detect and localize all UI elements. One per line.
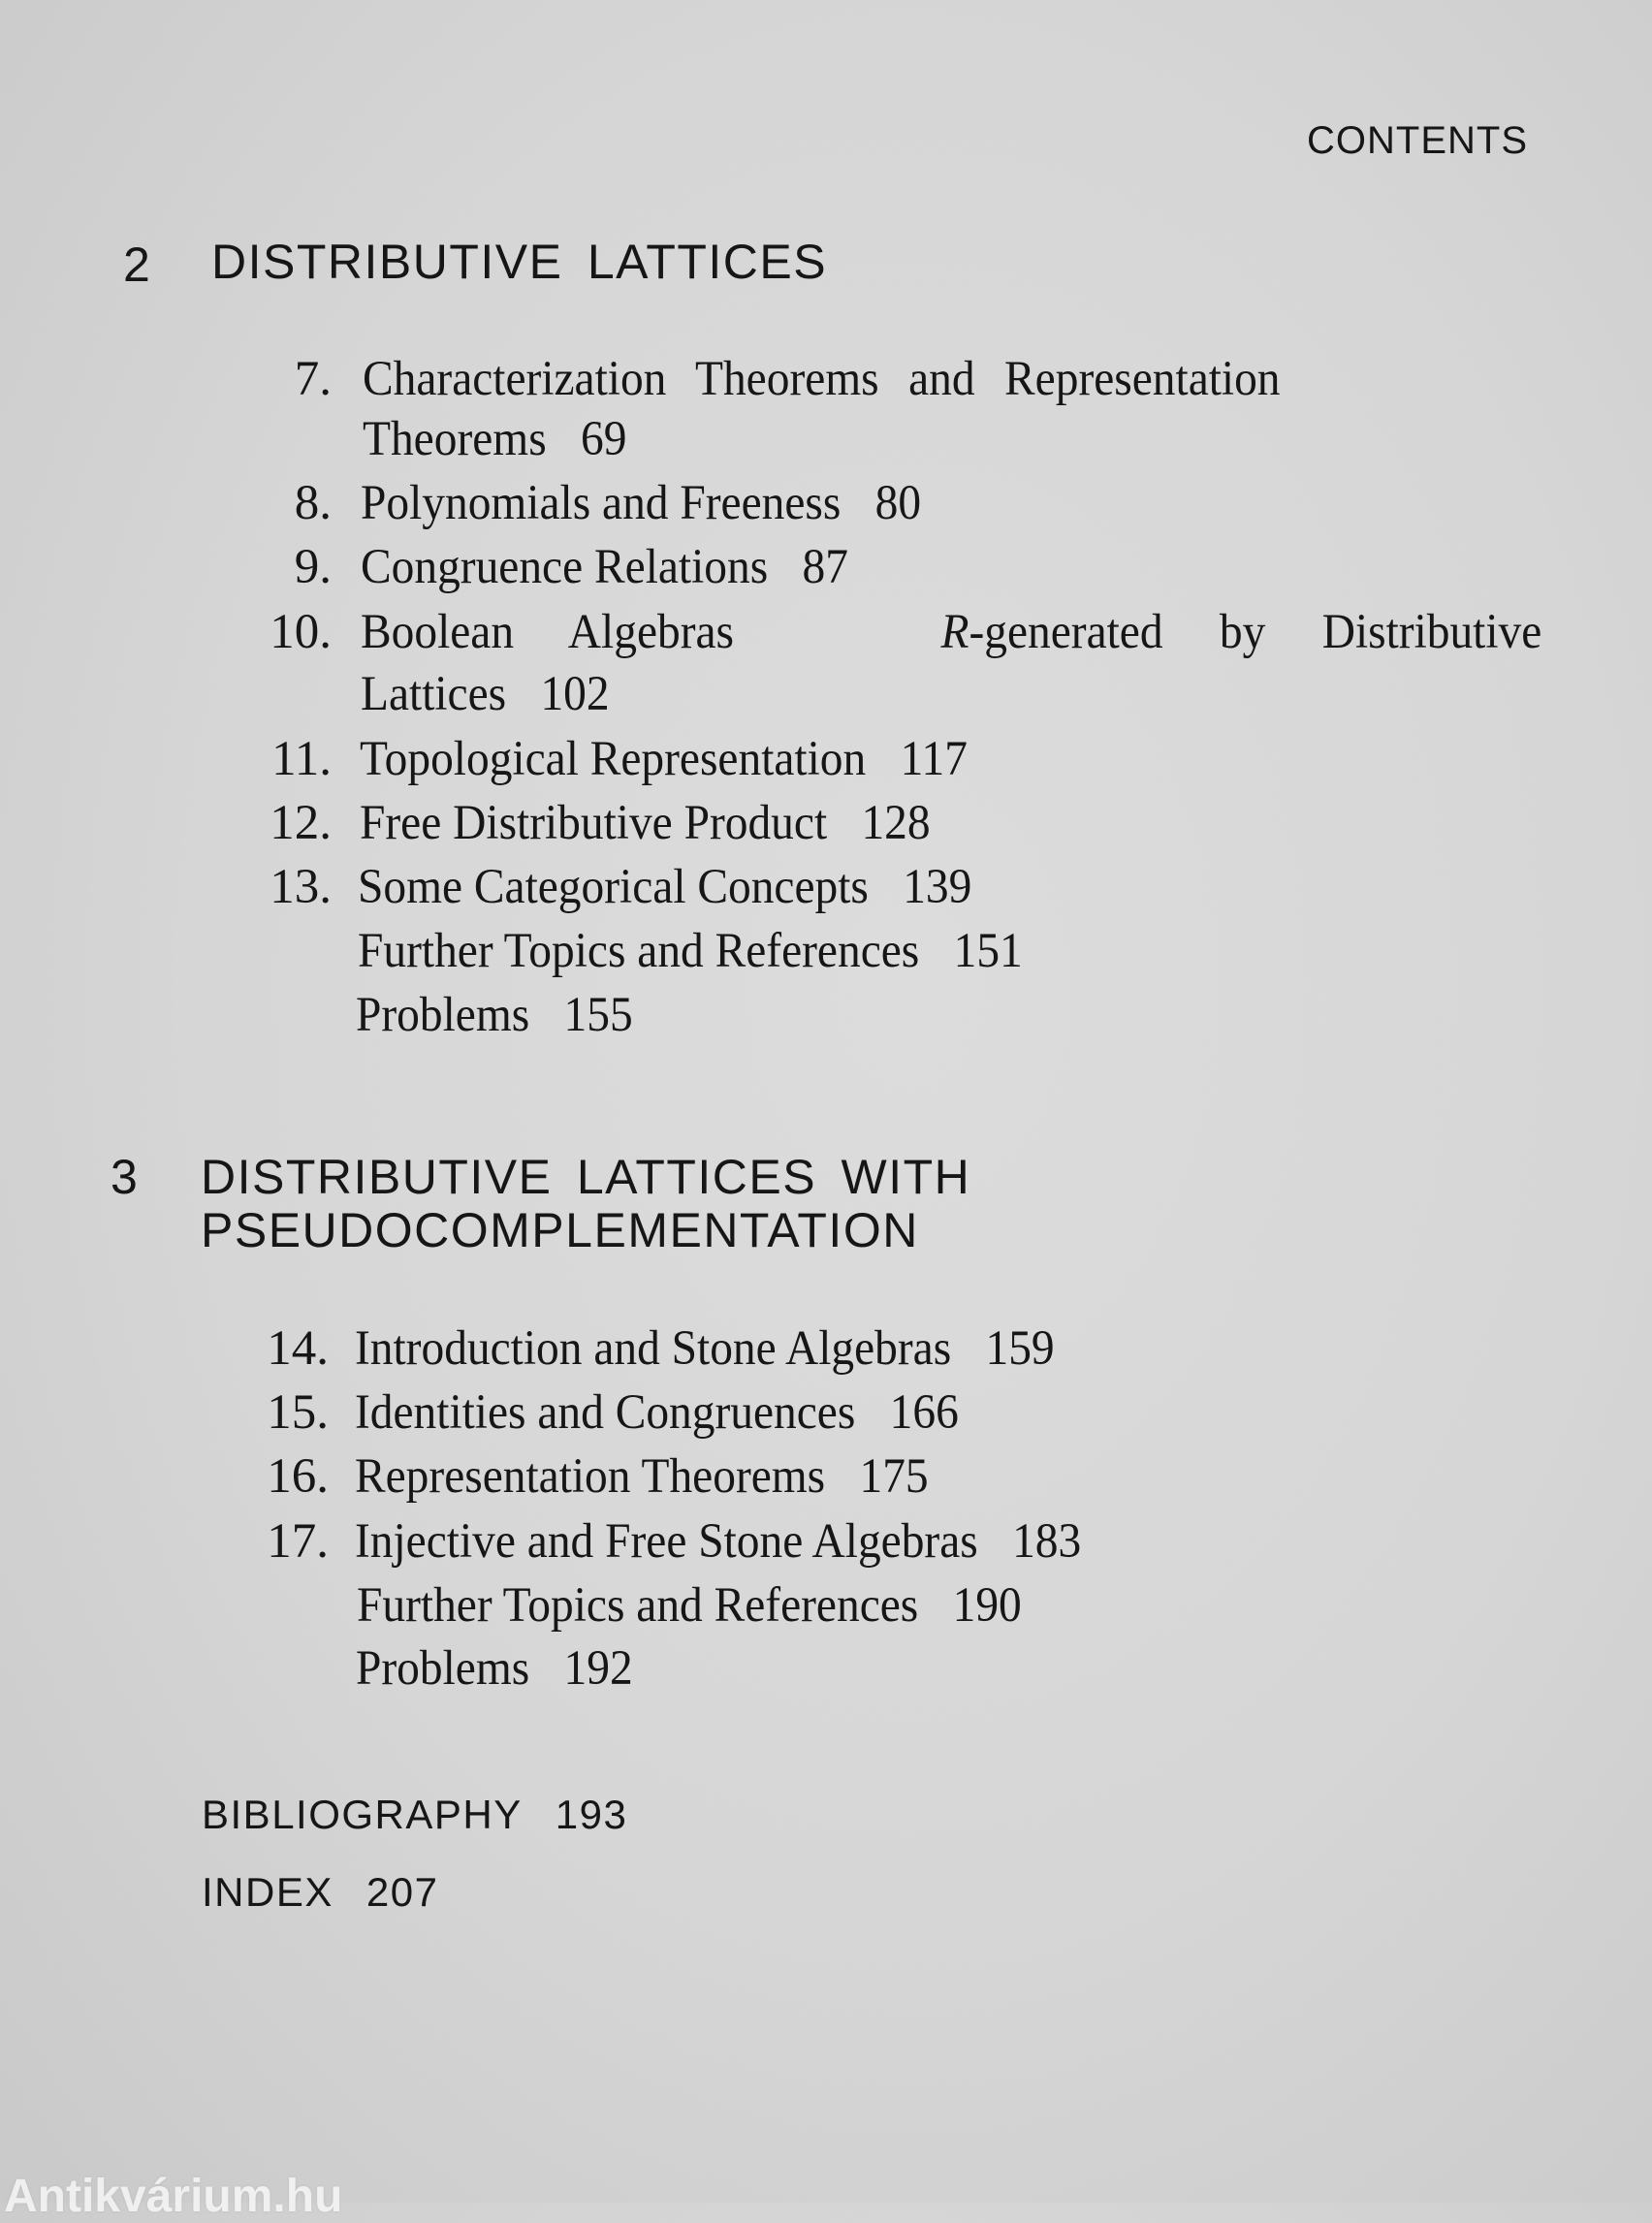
entry-number: 15. [267, 1385, 329, 1440]
chapter-number: 2 [123, 238, 150, 292]
running-head: CONTENTS [1307, 119, 1528, 162]
watermark: Antikvárium.hu [4, 2171, 343, 2222]
entry-title: BIBLIOGRAPHY [202, 1792, 523, 1837]
entry-title: Introduction and Stone Algebras [355, 1321, 952, 1376]
page-number: 190 [952, 1578, 1022, 1633]
entry-number: 12. [270, 796, 332, 850]
entry-title: Representation Theorems [355, 1449, 826, 1504]
page-number: 139 [903, 860, 972, 914]
page-number: 207 [365, 1869, 439, 1915]
entry-number: 10. [270, 605, 332, 659]
page-number: 128 [861, 796, 931, 850]
entry-number: 7. [294, 352, 332, 406]
entry-title: Some Categorical Concepts [358, 860, 869, 914]
entry-title: -generated by Distributive [969, 605, 1542, 659]
entry-number: 13. [270, 860, 332, 914]
page-number: 87 [802, 540, 848, 594]
page-number: 117 [900, 732, 968, 786]
entry-title: Problems [356, 1641, 530, 1696]
entry-title: Topological Representation [360, 732, 867, 786]
entry-number: 9. [294, 540, 332, 594]
entry-title: Congruence Relations [361, 540, 769, 594]
toc-entry-bibliography[interactable] [202, 1790, 627, 1840]
entry-title: Characterization Theorems and Representation [363, 352, 1281, 406]
entry-number: 16. [267, 1449, 329, 1504]
entry-title: Boolean Algebras [361, 605, 735, 659]
entry-number: 11. [271, 732, 332, 786]
page-number: 80 [874, 476, 922, 530]
page-number: 166 [889, 1385, 959, 1440]
entry-title-italic: R [940, 605, 969, 659]
entry-title: Lattices [361, 667, 507, 721]
entry-title: Theorems [363, 412, 547, 466]
page-number: 151 [953, 924, 1023, 978]
chapter-number: 3 [111, 1150, 138, 1204]
page-number: 192 [563, 1641, 633, 1696]
chapter-title: DISTRIBUTIVE LATTICES WITH [201, 1150, 971, 1204]
entry-title: Free Distributive Product [360, 796, 828, 850]
entry-number: 14. [267, 1321, 329, 1376]
chapter-title: DISTRIBUTIVE LATTICES [211, 235, 828, 289]
entry-title: Further Topics and References [358, 924, 920, 978]
page-number: 69 [581, 412, 627, 466]
entry-title: Injective and Free Stone Algebras [355, 1514, 978, 1569]
entry-title: INDEX [202, 1869, 334, 1915]
entry-title: Problems [356, 988, 530, 1042]
page-number: 193 [555, 1792, 628, 1837]
entry-number: 8. [294, 476, 332, 530]
page-number: 159 [985, 1321, 1055, 1376]
page-number: 175 [859, 1449, 929, 1504]
chapter-title: PSEUDOCOMPLEMENTATION [201, 1203, 919, 1257]
entry-title: Further Topics and References [357, 1578, 919, 1633]
page-number: 183 [1012, 1514, 1082, 1569]
entry-title: Polynomials and Freeness [361, 476, 842, 530]
page-number: 155 [563, 988, 633, 1042]
page-number: 102 [540, 667, 610, 721]
entry-title: Identities and Congruences [355, 1385, 856, 1440]
entry-number: 17. [267, 1514, 329, 1569]
toc-entry-index[interactable] [202, 1867, 438, 1918]
